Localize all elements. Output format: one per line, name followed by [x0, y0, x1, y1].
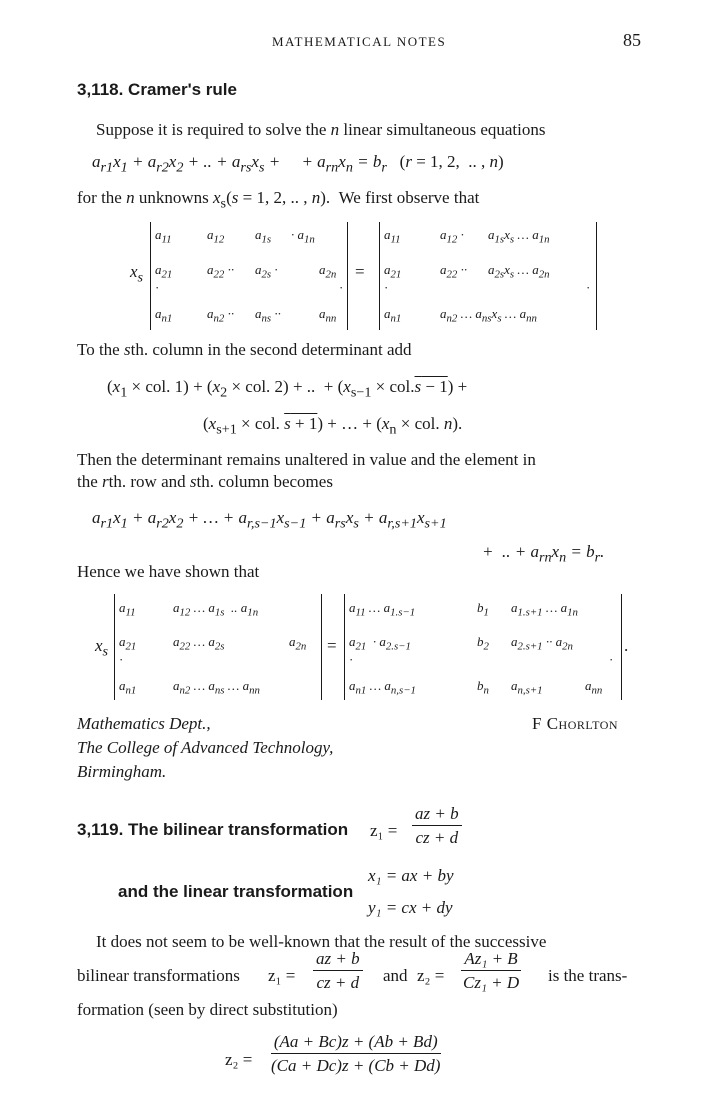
det-cell: $a_{1s}x_s$ … $a_{1n}$ [488, 227, 550, 246]
det-cell: $a_{n1}$ … $a_{n,s-1}$ [349, 678, 416, 697]
linear-heading: and the linear transformation [118, 882, 354, 901]
equals-sign: = [355, 262, 365, 281]
body-line-2a: bilinear transformations [77, 966, 240, 985]
z2-numerator: Az₁ + B [461, 949, 520, 971]
det-cell: $a_{21} \cdot a_{2.s-1}$ [349, 634, 411, 653]
body-line-1: It does not seem to be well-known that the result of the successive [96, 932, 547, 951]
z1-denominator: cz + d [316, 973, 360, 992]
affiliation-line-3: Birmingham. [77, 762, 167, 781]
equals-sign-2: = [327, 636, 337, 655]
det-cell: $a_{ns}$ ·· [255, 306, 281, 325]
prefactor-xs-2: $x_s$ [95, 636, 109, 660]
step-expression-1: ($x_1$ × col. $1) + (x_2$ × col. 2) + .. + $(x_{s-1} \times col.s - 1)$ + [107, 377, 468, 401]
bilinear-lhs: z₁ = [370, 821, 398, 840]
det-cell: $b_n$ [477, 678, 489, 697]
determinant-1-left [150, 222, 348, 330]
det-cell: $a_{n2}$ … $a_{ns}$ … $a_{nn}$ [173, 678, 260, 697]
det-cell: $a_{21}$ [119, 634, 137, 653]
det-cell: $a_{2n}$ [319, 262, 337, 281]
det-cell: $a_{12}$ … $a_{1s}$ .. $a_{1n}$ [173, 600, 259, 619]
z2-denominator: Cz₁ + D [463, 973, 520, 992]
det-cell: $a_{1s}$ [255, 227, 272, 246]
intro-text: Suppose it is required to solve the n linear simultaneous equations [96, 120, 546, 139]
linear-eq-2: y₁ = cx + dy [368, 898, 453, 917]
determinant-2-right [344, 594, 622, 700]
det-cell: $a_{2.s+1} \cdot\cdot a_{2n}$ [511, 634, 573, 653]
result-numerator: (Aa + Bc)z + (Ab + Bd) [271, 1032, 441, 1054]
det-cell: $a_{12}$ [207, 227, 225, 246]
and-word: and [383, 966, 408, 985]
affiliation-line-1: Mathematics Dept., [77, 714, 211, 733]
det-cell: $a_{12}$ · [440, 227, 464, 246]
det-cell: $a_{nn}$ [585, 678, 603, 697]
linear-eq-1: x₁ = ax + by [368, 866, 454, 885]
determinant-2-left [114, 594, 322, 700]
det-dot: · [155, 280, 160, 295]
bilinear-denominator: cz + d [415, 828, 459, 847]
result-fraction [268, 1032, 443, 1075]
author-name: F Chorlton [532, 714, 619, 733]
result-lhs: z₂ = [225, 1050, 253, 1069]
then-line-1: Then the determinant remains unaltered in value and the element in [77, 450, 536, 469]
det-cell: $a_{11}$ … $a_{1.s-1}$ [349, 600, 416, 619]
det-cell: $a_{1.s+1}$ … $a_{1n}$ [511, 600, 578, 619]
det-cell: $b_2$ [477, 634, 489, 653]
bilinear-numerator: az + b [412, 804, 462, 826]
det-dot: · [349, 652, 354, 667]
unknowns-line: for the n unknowns $x_s(s = 1$, 2, .. , n). We first observe that [77, 188, 480, 212]
det-cell: $a_{11}$ [155, 227, 172, 246]
result-denominator: (Ca + Dc)z + (Cb + Dd) [271, 1056, 441, 1075]
z1-lhs: z₁ = [268, 966, 296, 985]
det-cell: $a_{n2}$ … $a_{ns}x_s$ … $a_{nn}$ [440, 306, 537, 325]
det-dot: · [609, 652, 614, 667]
det-cell: $a_{22}$ ·· [440, 262, 468, 281]
running-title: MATHEMATICAL NOTES [272, 34, 447, 49]
det-cell: $a_{2n}$ [289, 634, 307, 653]
det-cell: $a_{n2}$ ·· [207, 306, 235, 325]
section-heading-cramers-rule: 3,118. Cramer's rule [77, 80, 237, 99]
det-dot: · [586, 280, 591, 295]
bilinear-fraction [412, 804, 462, 847]
final-period: . [624, 636, 629, 655]
element-line-2: + .. + $a_{rn}x_n = b_r$. [482, 542, 605, 566]
det-cell: $a_{n1}$ [119, 678, 137, 697]
det-cell: $a_{n,s+1}$ [511, 678, 543, 697]
det-cell: $a_{nn}$ [319, 306, 337, 325]
hence-line: Hence we have shown that [77, 562, 260, 581]
det-cell: $a_{11}$ [384, 227, 401, 246]
det-cell: $a_{11}$ [119, 600, 136, 619]
det-dot: · [384, 280, 389, 295]
step-expression-2: ($x_{s+1}$ × col. s + 1) + … + ($x_n$ × col. n). [203, 414, 463, 438]
determinant-1-right [379, 222, 597, 330]
det-cell: $a_{n1}$ [384, 306, 402, 325]
det-cell: $a_{21}$ [155, 262, 173, 281]
det-cell: $a_{2s}$ · [255, 262, 278, 281]
det-dot: · [119, 652, 124, 667]
z1-numerator: az + b [313, 949, 363, 971]
det-cell: $a_{2s}x_s$ … $a_{2n}$ [488, 262, 550, 281]
det-cell: $a_{n1}$ [155, 306, 173, 325]
det-cell: $a_{22}$ ·· [207, 262, 235, 281]
body-line-2b: is the trans- [548, 966, 628, 985]
system-equation: $a_{r1}x_1 + a_{r2}x_2$ + .. + $a_{rs}x_s$ + + $a_{rn}x_n = b_r$ (r = 1, 2, .. , n) [92, 152, 504, 176]
z1-fraction [313, 949, 363, 992]
section-heading-bilinear: 3,119. The bilinear transformation [77, 820, 349, 839]
body-line-3: formation (seen by direct substitution) [77, 1000, 338, 1019]
step-text: To the sth. column in the second determinant add [77, 340, 412, 359]
affiliation-line-2: The College of Advanced Technology, [77, 738, 334, 757]
then-line-2: the rth. row and sth. column becomes [77, 472, 333, 491]
det-cell: $b_1$ [477, 600, 489, 619]
det-cell: $a_{21}$ [384, 262, 402, 281]
element-line-1: $a_{r1}x_1 + a_{r2}x_2$ + … + $a_{r,s-1}x_{s-1} + a_{rs}x_s + a_{r,s+1}x_{s+1}$ [92, 508, 447, 532]
prefactor-xs: $x_s$ [130, 262, 144, 286]
z2-lhs: z₂ = [417, 966, 445, 985]
det-cell: $a_{22}$ … $a_{2s}$ [173, 634, 225, 653]
det-cell: · $a_{1n}$ [291, 227, 315, 246]
z2-fraction [460, 949, 522, 992]
page-number: 85 [623, 30, 641, 50]
det-dot: · [339, 280, 344, 295]
